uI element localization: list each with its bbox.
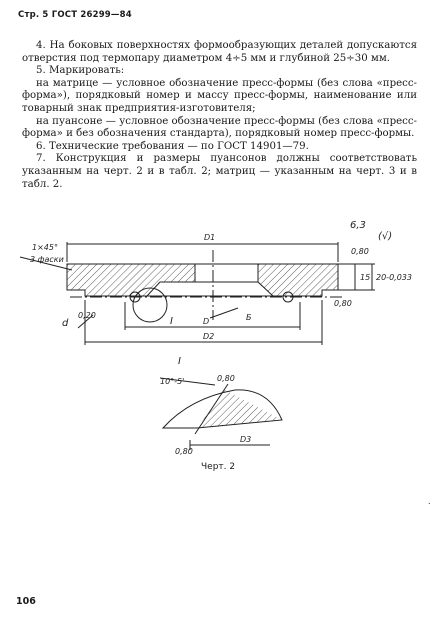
dim-d: D [203, 317, 210, 326]
paragraph-5a: на матрице — условное обозначение пресс-формы (без слова «пресс-форма»), порядковый номер и массу пресс-формы, наименование или товарный знак предприятия-изготовителя; [22, 77, 417, 114]
roughness-080-d: 0,80 [175, 447, 193, 456]
roughness-080-a: 0,80 [351, 247, 369, 256]
dim-d2: D2 [203, 332, 215, 341]
paragraph-7: 7. Конструкция и размеры пуансонов должны соответствовать указанным на черт. 2 и в табл. 2; матриц — указанным на черт. 3 и в табл. 2. [22, 153, 417, 190]
angle-label: 10°-5' [160, 377, 185, 386]
paragraph-5: 5. Маркировать: [36, 65, 125, 77]
paragraph-4: 4. На боковых поверхностях формообразующих деталей допускаются отверстия под термопару диаметром 4÷5 мм и глубиной 25÷30 мм. [22, 40, 417, 64]
dim-15: 15 [360, 273, 371, 282]
figure-caption: Черт. 2 [201, 462, 236, 472]
small-d-label: d [62, 318, 69, 329]
roughness-other: (√) [378, 231, 393, 242]
paragraph-5b: на пуансоне — условное обозначение пресс-формы (без слова «пресс-форма» и без обозначения стандарта), порядковый номер пресс-формы. [22, 115, 417, 140]
roughness-080-c: 0,80 [217, 374, 235, 383]
punch-section-right [258, 264, 338, 296]
page-number: 106 [16, 596, 36, 607]
side-mark: . [428, 497, 431, 506]
roughness-value: 6,3 [350, 220, 366, 231]
page-header: Стр. 5 ГОСТ 26299—84 [18, 10, 132, 20]
dim-d1: D1 [204, 233, 216, 242]
chamfer-label: 1×45° [32, 243, 58, 252]
view-i-label: I [170, 316, 173, 327]
detail-i-label: I [178, 356, 181, 367]
dim-d3: D3 [240, 435, 252, 444]
section-label: Б [246, 313, 252, 322]
roughness-080-b: 0,80 [334, 299, 352, 308]
paragraph-6: 6. Технические требования — по ГОСТ 14901—79. [36, 140, 309, 152]
roughness-020: 0,20 [78, 311, 96, 320]
dim-h: 20-0,033 [376, 273, 412, 282]
chamfer-note: 3 фаски [30, 255, 64, 264]
punch-section-left [67, 264, 195, 296]
